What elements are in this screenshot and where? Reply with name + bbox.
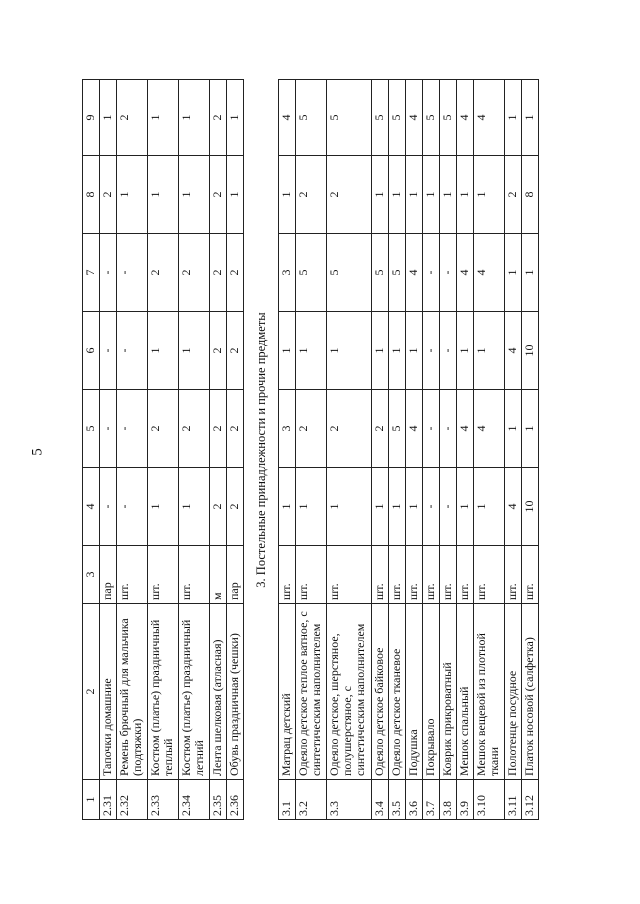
value-col-9: 2 (117, 80, 148, 156)
value-col-4: 1 (179, 468, 210, 546)
header-cell: 7 (83, 234, 100, 312)
unit: шт. (148, 546, 179, 604)
table-row (423, 80, 440, 820)
value-col-6: - (423, 312, 440, 390)
table-row (474, 80, 505, 820)
value-col-9: 5 (372, 80, 389, 156)
value-col-6: - (117, 312, 148, 390)
value-col-5: 4 (406, 390, 423, 468)
item-name: Лента шелковая (атласная) (210, 604, 227, 780)
value-col-9: 4 (406, 80, 423, 156)
value-col-6: 1 (406, 312, 423, 390)
header-cell: 6 (83, 312, 100, 390)
table-row (522, 80, 539, 820)
value-col-6: - (440, 312, 457, 390)
item-name: Покрывало (423, 604, 440, 780)
item-name: Костюм (платье) праздничный теплый (148, 604, 179, 780)
value-col-7: 5 (327, 234, 372, 312)
value-col-5: 3 (279, 390, 296, 468)
value-col-7: 1 (522, 234, 539, 312)
value-col-5: 2 (148, 390, 179, 468)
row-number: 3.9 (457, 780, 474, 820)
value-col-8: 2 (210, 156, 227, 234)
value-col-7: - (117, 234, 148, 312)
value-col-6: - (100, 312, 117, 390)
value-col-8: 2 (296, 156, 327, 234)
item-name: Тапочки домашние (100, 604, 117, 780)
value-col-9: 1 (100, 80, 117, 156)
value-col-4: 1 (457, 468, 474, 546)
unit: шт. (522, 546, 539, 604)
value-col-5: 4 (457, 390, 474, 468)
value-col-8: 1 (372, 156, 389, 234)
value-col-7: 5 (296, 234, 327, 312)
value-col-5: 2 (210, 390, 227, 468)
table-row (100, 80, 117, 820)
value-col-7: - (440, 234, 457, 312)
row-number: 2.32 (117, 780, 148, 820)
value-col-5: 1 (522, 390, 539, 468)
header-cell: 3 (83, 546, 100, 604)
value-col-8: 2 (327, 156, 372, 234)
value-col-6: 1 (296, 312, 327, 390)
header-cell: 1 (83, 780, 100, 820)
value-col-5: - (440, 390, 457, 468)
header-cell: 5 (83, 390, 100, 468)
value-col-8: 1 (117, 156, 148, 234)
row-number: 3.2 (296, 780, 327, 820)
unit: шт. (117, 546, 148, 604)
value-col-9: 1 (505, 80, 522, 156)
value-col-9: 5 (440, 80, 457, 156)
items-table-bedding (278, 79, 539, 820)
unit: шт. (296, 546, 327, 604)
value-col-9: 4 (457, 80, 474, 156)
value-col-6: 1 (474, 312, 505, 390)
row-number: 3.4 (372, 780, 389, 820)
value-col-4: 4 (505, 468, 522, 546)
item-name: Одеяло детское байковое (372, 604, 389, 780)
value-col-9: 4 (279, 80, 296, 156)
value-col-8: 8 (522, 156, 539, 234)
rotated-content-area (82, 80, 577, 820)
table-row (440, 80, 457, 820)
item-name: Ремень брючный для мальчика (подтяжки) (117, 604, 148, 780)
value-col-4: - (100, 468, 117, 546)
header-cell: 8 (83, 156, 100, 234)
item-name: Подушка (406, 604, 423, 780)
value-col-8: 1 (389, 156, 406, 234)
table-row (210, 80, 227, 820)
row-number: 2.35 (210, 780, 227, 820)
value-col-6: 1 (389, 312, 406, 390)
value-col-9: 2 (210, 80, 227, 156)
value-col-7: 2 (179, 234, 210, 312)
unit: м (210, 546, 227, 604)
value-col-5: 2 (372, 390, 389, 468)
value-col-7: 4 (474, 234, 505, 312)
value-col-6: 2 (227, 312, 244, 390)
value-col-5: 2 (227, 390, 244, 468)
row-number: 2.36 (227, 780, 244, 820)
unit: пар (227, 546, 244, 604)
table-row (327, 80, 372, 820)
value-col-6: 4 (505, 312, 522, 390)
value-col-8: 1 (423, 156, 440, 234)
value-col-4: - (117, 468, 148, 546)
unit: шт. (505, 546, 522, 604)
table-row (505, 80, 522, 820)
value-col-9: 5 (296, 80, 327, 156)
value-col-4: 1 (327, 468, 372, 546)
row-number: 3.11 (505, 780, 522, 820)
value-col-7: - (100, 234, 117, 312)
value-col-4: 2 (210, 468, 227, 546)
item-name: Платок носовой (салфетка) (522, 604, 539, 780)
value-col-4: 1 (372, 468, 389, 546)
value-col-8: 1 (457, 156, 474, 234)
document-body (82, 80, 577, 820)
value-col-7: 5 (372, 234, 389, 312)
table-row (179, 80, 210, 820)
row-number: 3.8 (440, 780, 457, 820)
value-col-4: 1 (389, 468, 406, 546)
row-number: 3.1 (279, 780, 296, 820)
value-col-7: 2 (148, 234, 179, 312)
row-number: 3.10 (474, 780, 505, 820)
row-number: 2.34 (179, 780, 210, 820)
header-cell: 2 (83, 604, 100, 780)
row-number: 2.33 (148, 780, 179, 820)
unit: шт. (327, 546, 372, 604)
table-row (279, 80, 296, 820)
value-col-4: 1 (148, 468, 179, 546)
value-col-9: 1 (522, 80, 539, 156)
value-col-7: 1 (505, 234, 522, 312)
value-col-8: 1 (227, 156, 244, 234)
unit: шт. (389, 546, 406, 604)
items-table-clothing (82, 79, 244, 820)
unit: шт. (423, 546, 440, 604)
item-name: Одеяло детское тканевое (389, 604, 406, 780)
value-col-8: 1 (179, 156, 210, 234)
value-col-4: - (423, 468, 440, 546)
value-col-5: 2 (179, 390, 210, 468)
row-number: 3.6 (406, 780, 423, 820)
table-header-row (83, 80, 100, 820)
value-col-4: 2 (227, 468, 244, 546)
value-col-5: 4 (474, 390, 505, 468)
value-col-8: 1 (279, 156, 296, 234)
unit: шт. (440, 546, 457, 604)
table-row (296, 80, 327, 820)
table-row (148, 80, 179, 820)
unit: шт. (406, 546, 423, 604)
unit: пар (100, 546, 117, 604)
value-col-9: 5 (327, 80, 372, 156)
table-row (457, 80, 474, 820)
value-col-6: 1 (148, 312, 179, 390)
value-col-8: 1 (440, 156, 457, 234)
value-col-4: 1 (474, 468, 505, 546)
header-cell: 9 (83, 80, 100, 156)
unit: шт. (372, 546, 389, 604)
value-col-6: 1 (279, 312, 296, 390)
value-col-4: 1 (296, 468, 327, 546)
value-col-6: 2 (210, 312, 227, 390)
value-col-8: 1 (406, 156, 423, 234)
value-col-5: - (100, 390, 117, 468)
table-row (406, 80, 423, 820)
value-col-5: 2 (327, 390, 372, 468)
header-cell: 4 (83, 468, 100, 546)
value-col-8: 1 (148, 156, 179, 234)
value-col-7: - (423, 234, 440, 312)
table-row (227, 80, 244, 820)
row-number: 3.5 (389, 780, 406, 820)
row-number: 3.3 (327, 780, 372, 820)
item-name: Обувь праздничная (чешки) (227, 604, 244, 780)
value-col-6: 1 (457, 312, 474, 390)
value-col-7: 2 (210, 234, 227, 312)
item-name: Одеяло детское теплое ватное, с синтетическим наполнителем (296, 604, 327, 780)
value-col-6: 1 (372, 312, 389, 390)
value-col-7: 3 (279, 234, 296, 312)
unit: шт. (179, 546, 210, 604)
value-col-8: 2 (100, 156, 117, 234)
value-col-5: 2 (296, 390, 327, 468)
value-col-5: 5 (389, 390, 406, 468)
value-col-6: 10 (522, 312, 539, 390)
value-col-9: 5 (423, 80, 440, 156)
item-name: Матрац детский (279, 604, 296, 780)
value-col-5: - (117, 390, 148, 468)
value-col-6: 1 (327, 312, 372, 390)
row-number: 3.7 (423, 780, 440, 820)
value-col-5: - (423, 390, 440, 468)
page-number: 5 (29, 448, 46, 456)
value-col-4: 1 (406, 468, 423, 546)
section-title: 3. Постельные принадлежности и прочие предметы (254, 312, 268, 588)
table-row (117, 80, 148, 820)
table-row (372, 80, 389, 820)
item-name: Коврик прикроватный (440, 604, 457, 780)
value-col-9: 1 (148, 80, 179, 156)
value-col-5: 1 (505, 390, 522, 468)
value-col-4: 10 (522, 468, 539, 546)
item-name: Костюм (платье) праздничный летний (179, 604, 210, 780)
item-name: Мешок вещевой из плотной ткани (474, 604, 505, 780)
unit: шт. (279, 546, 296, 604)
value-col-4: - (440, 468, 457, 546)
value-col-9: 5 (389, 80, 406, 156)
unit: шт. (457, 546, 474, 604)
value-col-7: 4 (406, 234, 423, 312)
item-name: Полотенце посудное (505, 604, 522, 780)
value-col-4: 1 (279, 468, 296, 546)
unit: шт. (474, 546, 505, 604)
value-col-9: 4 (474, 80, 505, 156)
row-number: 2.31 (100, 780, 117, 820)
value-col-7: 5 (389, 234, 406, 312)
value-col-9: 1 (179, 80, 210, 156)
value-col-8: 1 (474, 156, 505, 234)
row-number: 3.12 (522, 780, 539, 820)
value-col-7: 4 (457, 234, 474, 312)
value-col-8: 2 (505, 156, 522, 234)
item-name: Мешок спальный (457, 604, 474, 780)
value-col-9: 1 (227, 80, 244, 156)
table-row (389, 80, 406, 820)
value-col-7: 2 (227, 234, 244, 312)
item-name: Одеяло детское, шерстяное, полушерстяное, с синтетическим наполнителем (327, 604, 372, 780)
value-col-6: 1 (179, 312, 210, 390)
